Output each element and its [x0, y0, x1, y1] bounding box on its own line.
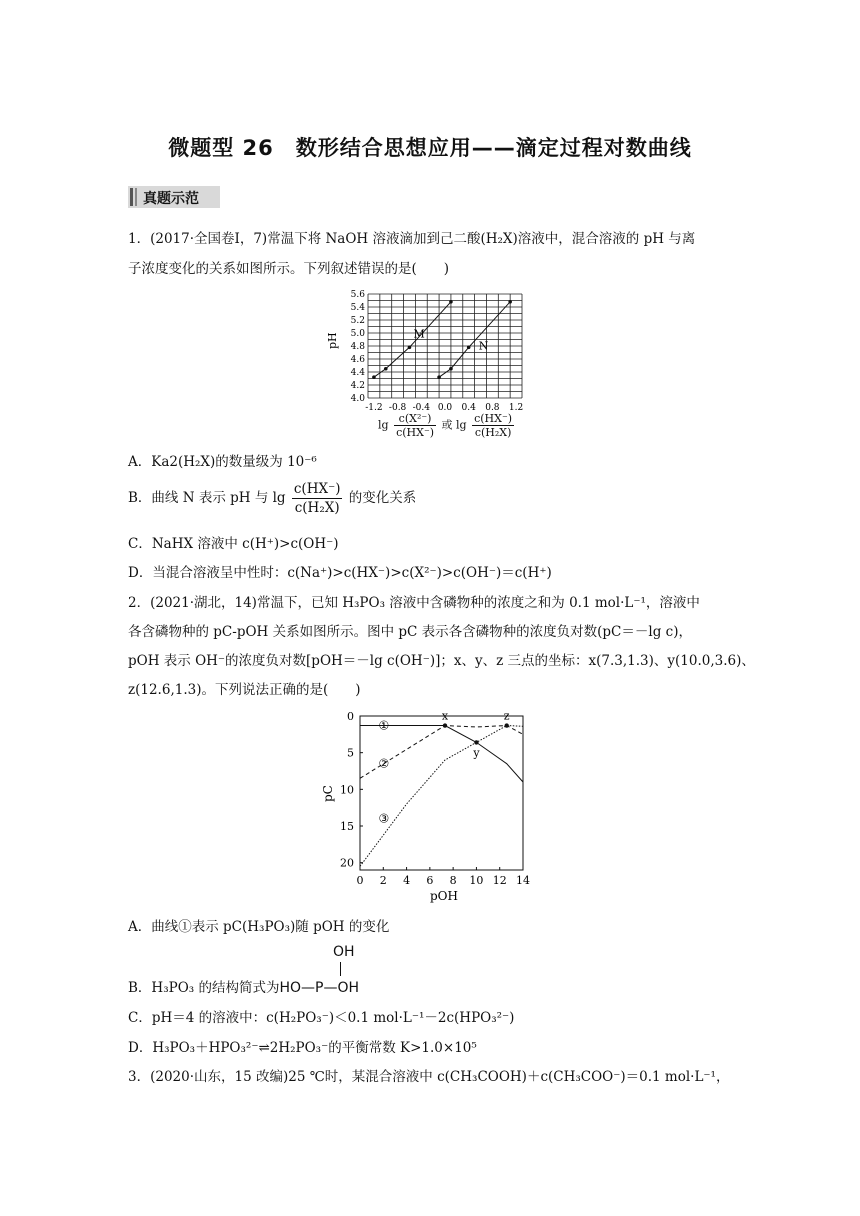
q1-stem-line2: 子浓度变化的关系如图所示。下列叙述错误的是( ): [128, 261, 450, 277]
q1-y-tick: 4.2: [350, 381, 365, 391]
q1-xlabel-frac1: [394, 412, 436, 439]
q2-x-tick: 0: [356, 874, 364, 887]
q2-option-b-oh: OH: [333, 944, 355, 960]
q1-x-tick: 0.0: [437, 403, 453, 413]
q1-y-tick: 5.4: [350, 303, 365, 313]
q2-stem-line3: pOH 表示 OH⁻的浓度负对数[pOH＝－lg c(OH⁻)]；x、y、z 三点的坐标：x(7.3,1.3)、y(10.0,3.6)、: [128, 653, 755, 669]
q1-point: [467, 346, 471, 350]
q1-option-b-pre: B．曲线 N 表示 pH 与 lg: [128, 490, 286, 506]
q1-point: [449, 367, 453, 371]
q2-series-label: ①: [378, 718, 390, 733]
q1-point: [408, 346, 412, 350]
q1-xlabel-lg: lg: [378, 418, 389, 432]
q1-x-tick: -1.2: [365, 403, 383, 413]
q1-option-b-post: 的变化关系: [348, 490, 417, 506]
q1-xlabel-num2: c(HX⁻): [474, 412, 513, 425]
q1-stem-line1: 1．(2017·全国卷Ⅰ，7)常温下将 NaOH 溶液滴加到己二酸(H₂X)溶液中，混合溶液的 pH 与离: [128, 231, 696, 247]
q2-x-tick: 6: [426, 874, 434, 887]
q1-xlabel-den2: c(H₂X): [474, 426, 512, 439]
page-title: 微题型 26 数形结合思想应用——滴定过程对数曲线: [168, 136, 692, 160]
q1-option-b-den: c(H₂X): [294, 500, 340, 516]
section-header: [128, 186, 220, 208]
q1-chart-axes: [351, 290, 524, 413]
section-label: 真题示范: [143, 191, 199, 207]
section-bar-icon: [130, 188, 133, 206]
q1-option-b: [128, 480, 416, 517]
q1-x-tick: -0.4: [412, 403, 430, 413]
q1-y-tick: 4.0: [350, 394, 365, 404]
q1-xlabel: [378, 412, 516, 439]
q2-series-label: ③: [378, 811, 390, 826]
q1-point: [384, 367, 388, 371]
q2-point-y: [474, 740, 478, 744]
q2-series-label: ②: [378, 756, 390, 771]
q2-xlabel: pOH: [430, 889, 458, 903]
q2-y-tick: 20: [340, 856, 354, 870]
q2-x-tick: 2: [379, 874, 387, 887]
q2-y-tick: 0: [347, 710, 354, 723]
q2-series-dotted: [360, 726, 523, 867]
q2-y-tick: 5: [347, 746, 354, 760]
q2-ylabel: pC: [321, 785, 335, 802]
q1-option-d: D．当混合溶液呈中性时：c(Na⁺)>c(HX⁻)>c(X²⁻)>c(OH⁻)＝c(H⁺): [128, 565, 552, 581]
q2-chart-axes: [340, 710, 530, 887]
q1-xlabel-den1: c(HX⁻): [396, 426, 435, 439]
q2-option-c: C．pH＝4 的溶液中：c(H₂PO₃⁻)＜0.1 mol·L⁻¹－2c(HPO₃²⁻): [128, 1010, 515, 1026]
q1-series-label: M: [413, 327, 425, 341]
q1-y-tick: 4.4: [350, 368, 365, 378]
section-bar2-icon: [135, 188, 137, 206]
q3-stem-line1: 3．(2020·山东，15 改编)25 ℃时，某混合溶液中 c(CH₃COOH)＋c(CH₃COO⁻)＝0.1 mol·L⁻¹，: [128, 1069, 730, 1085]
q1-chart-grid: [368, 294, 522, 398]
q1-xlabel-frac2: [472, 412, 514, 439]
q1-y-tick: 5.6: [350, 290, 365, 300]
q1-y-tick: 4.8: [350, 342, 365, 352]
q2-x-tick: 4: [403, 874, 411, 887]
q1-x-tick: -0.8: [388, 403, 407, 413]
q1-x-tick: 1.2: [508, 403, 524, 413]
q2-x-tick: 10: [469, 874, 484, 887]
q1-option-c: C．NaHX 溶液中 c(H⁺)>c(OH⁻): [128, 536, 339, 552]
q1-point: [437, 375, 441, 379]
q2-point-x: [443, 723, 447, 727]
q1-xlabel-num1: c(X²⁻): [394, 412, 436, 426]
q1-point: [372, 375, 376, 379]
q2-series-solid: [360, 726, 523, 782]
q2-point-label: z: [503, 709, 510, 723]
q2-chart: [318, 710, 538, 905]
q1-option-b-num: c(HX⁻): [293, 481, 341, 497]
q1-series-label: N: [478, 339, 489, 353]
q2-option-a: A．曲线①表示 pC(H₃PO₃)随 pOH 的变化: [128, 919, 390, 935]
q2-stem-line1: 2．(2021·湖北，14)常温下，已知 H₃PO₃ 溶液中含磷物种的浓度之和为 0.1 mol·L⁻¹，溶液中: [128, 595, 700, 611]
q2-point-label: x: [441, 709, 449, 723]
q2-y-tick: 10: [340, 783, 354, 797]
q2-stem-line4: z(12.6,1.3)。下列说法正确的是( ): [128, 682, 361, 698]
q2-x-tick: 14: [516, 874, 530, 887]
q2-plot-frame: [360, 716, 523, 870]
q1-point: [449, 300, 453, 304]
q1-ylabel: pH: [326, 332, 339, 349]
q2-y-tick: 15: [340, 820, 354, 833]
q2-chart-series: [360, 710, 523, 867]
q1-option-a: A．Ka2(H₂X)的数量级为 10⁻⁶: [128, 454, 317, 470]
q1-x-tick: 0.8: [485, 403, 500, 413]
q1-y-tick: 5.2: [350, 316, 365, 326]
q2-x-tick: 12: [492, 874, 507, 887]
q2-x-tick: 8: [449, 874, 457, 887]
q1-point: [508, 300, 512, 304]
q1-x-tick: 0.4: [461, 403, 476, 413]
q1-y-tick: 5.0: [350, 329, 365, 339]
q2-option-b: [128, 978, 359, 998]
q1-option-b-frac: [292, 480, 343, 517]
q1-xlabel-or: 或 lg: [441, 418, 467, 432]
q1-y-tick: 4.6: [350, 355, 365, 365]
q2-point-z: [505, 723, 509, 727]
q2-option-b-text: B．H₃PO₃ 的结构简式为: [128, 980, 280, 996]
q2-option-b-struct: HO—P—OH: [279, 980, 360, 996]
q2-stem-line2: 各含磷物种的 pC-pOH 关系如图所示。图中 pC 表示各含磷物种的浓度负对数(pC＝－lg c)，: [128, 624, 692, 640]
q2-point-label: y: [473, 746, 480, 760]
q2-option-d: D．H₃PO₃＋HPO₃²⁻⇌2H₂PO₃⁻的平衡常数 K>1.0×10⁵: [128, 1040, 477, 1056]
q2-option-b-bond: [340, 962, 341, 976]
